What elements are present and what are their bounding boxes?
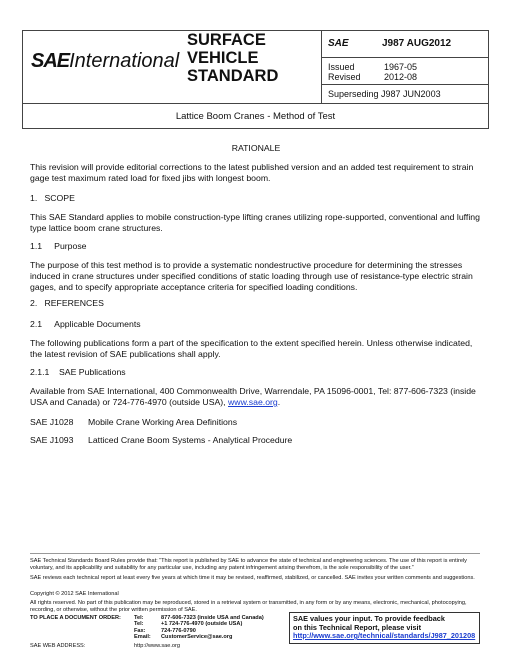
- standard-type: SURFACE VEHICLE STANDARD: [187, 31, 279, 85]
- web-address: SAE WEB ADDRESS: http://www.sae.org: [30, 643, 181, 649]
- footer-rules: SAE Technical Standards Board Rules provide that: “This report is published by SAE to advance the state of technical and engineering sciences. The use of this report is entirely voluntary, and its applicability and suitability for any particular use, including any patent infringement arising therefrom, is the sole responsibility of the user.”: [30, 558, 467, 571]
- feedback-link[interactable]: http://www.sae.org/technical/standards/J987_201208: [293, 631, 476, 640]
- header-info: [322, 31, 488, 103]
- reference-item: SAE J1028 Mobile Crane Working Area Definitions: [30, 417, 238, 427]
- rationale-text: This revision will provide editorial corrections to the latest published version and an added test requirement to strain gage test maximum rated load for fixed jibs with longest boom.: [30, 162, 474, 183]
- applicable-documents-text: The following publications form a part of the specification to the extent specified herein. Unless otherwise indicated, the latest revision of SAE publications shall apply.: [30, 338, 473, 359]
- feedback-box: SAE values your input. To provide feedback on this Technical Report, please visit http://www.sae.org/technical/standards/J987_201208: [289, 612, 480, 644]
- footer-review: SAE reviews each technical report at least every five years at which time it may be revised, reaffirmed, stabilized, or cancelled. SAE invites your written comments and suggestions.: [30, 575, 475, 581]
- footer-copyright: Copyright © 2012 SAE International: [30, 591, 119, 597]
- rationale-heading: RATIONALE: [231, 143, 281, 153]
- references-heading: 2. REFERENCES: [30, 298, 104, 308]
- purpose-heading: 1.1 Purpose: [30, 241, 87, 251]
- revised-row: Revised 2012-08: [328, 72, 418, 82]
- footer-divider: [30, 553, 480, 554]
- sae-mini-logo: SAE: [328, 38, 349, 49]
- reference-item: SAE J1093 Latticed Crane Boom Systems - Analytical Procedure: [30, 435, 293, 445]
- customer-service-email[interactable]: CustomerService@sae.org: [161, 634, 233, 641]
- sae-website-link[interactable]: www.sae.org: [228, 397, 278, 407]
- scope-heading: 1. SCOPE: [30, 193, 75, 203]
- footer-rights: All rights reserved. No part of this publication may be reproduced, stored in a retrieval system or transmitted, in any form or by any means, electronic, mechanical, photocopying, recording, or otherwise, without the prior written permission of SAE.: [30, 600, 467, 613]
- document-title-box: [22, 103, 489, 129]
- scope-text: This SAE Standard applies to mobile construction-type lifting cranes utilizing rope-supported, conventional and luffing type lattice boom crane structures.: [30, 212, 480, 233]
- web-address-link[interactable]: http://www.sae.org: [134, 643, 181, 649]
- superseding-row: Superseding J987 JUN2003: [322, 84, 488, 85]
- purpose-text: The purpose of this test method is to provide a systematic nondestructive procedure for determining the stresses induced in crane structures under specified conditions of static loading through use of resistance-type electric strain gages, and to specify appropriate acceptance criteria for specified loading conditions.: [30, 260, 473, 292]
- sae-publications-text: Available from SAE International, 400 Commonwealth Drive, Warrendale, PA 15096-0001, Tel: 877-606-7323 (inside USA and Canada) or 724-776-4970 (outside USA), www.sae.org.: [30, 386, 476, 407]
- applicable-documents-heading: 2.1 Applicable Documents: [30, 319, 141, 329]
- document-title: Lattice Boom Cranes - Method of Test: [175, 111, 336, 122]
- doc-number-row: [322, 31, 488, 58]
- sae-publications-heading: 2.1.1 SAE Publications: [30, 367, 126, 377]
- document-page: SAEInternational SURFACE VEHICLE STANDARD SAE J987 AUG2012 Issued 1967-05 Revised 2012-08 Superseding J987 JUN2003 Lattice Boom Cranes - Method of Test RATIONALE This revision will provide editorial corrections to the latest published version and an added test requirement to strain gage test maximum rated load for fixed jibs with longest boom. 1. SCOPE This SAE Standard applies to mobile construction-type lifting cranes utilizing rope-supported, conventional and luffing type lattice boom crane structures. 1.1 Purpose The purpose of this test method is to provide a systematic nondestructive procedure for determining the stresses induced in crane structures under specified conditions of static loading through use of resistance-type electric strain gages, and to specify appropriate acceptance criteria for specified loading conditions. 2. REFERENCES 2.1 Applicable Documents The following publications form a part of the specification to the extent specified herein. Unless otherwise indicated, the latest revision of SAE publications shall apply. 2.1.1 SAE Publications Available from SAE International, 400 Commonwealth Drive, Warrendale, PA 15096-0001, Tel: 877-606-7323 (inside USA and Canada) or 724-776-4970 (outside USA), www.sae.org. SAE J1028 Mobile Crane Working Area Definitions SAE J1093 Latticed Crane Boom Systems - Analytical Procedure SAE Technical Standards Board Rules provide that: “This report is published by SAE to advance the state of technical and engineering sciences. The use of this report is entirely voluntary, and its applicability and suitability for any particular use, including any patent infringement arising therefrom, is the sole responsibility of the user.” SAE reviews each technical report at least every five years at which time it may be revised, reaffirmed, stabilized, or cancelled. SAE invites your written comments and suggestions. Copyright © 2012 SAE International All rights reserved. No part of this publication may be reproduced, stored in a retrieval system or transmitted, in any form or by any means, electronic, mechanical, photocopying, recording, or otherwise, without the prior written permission of SAE. TO PLACE A DOCUMENT ORDER: Tel: Tel: Fax: Email: 877-606-7323 (inside USA and Canada) +1 724-776-4970 (outside USA) 724-776-0790 CustomerService@sae.org SAE WEB ADDRESS: http://www.sae.org SAE values your input. To provide feedback on this Technical Report, please visit http://www.sae.org/technical/standards/J987_201208: [0, 0, 510, 660]
- header-box: [22, 30, 489, 104]
- doc-number: J987 AUG2012: [382, 38, 452, 49]
- sae-logo: SAEInternational: [31, 50, 180, 72]
- issued-row: Issued 1967-05: [328, 62, 418, 72]
